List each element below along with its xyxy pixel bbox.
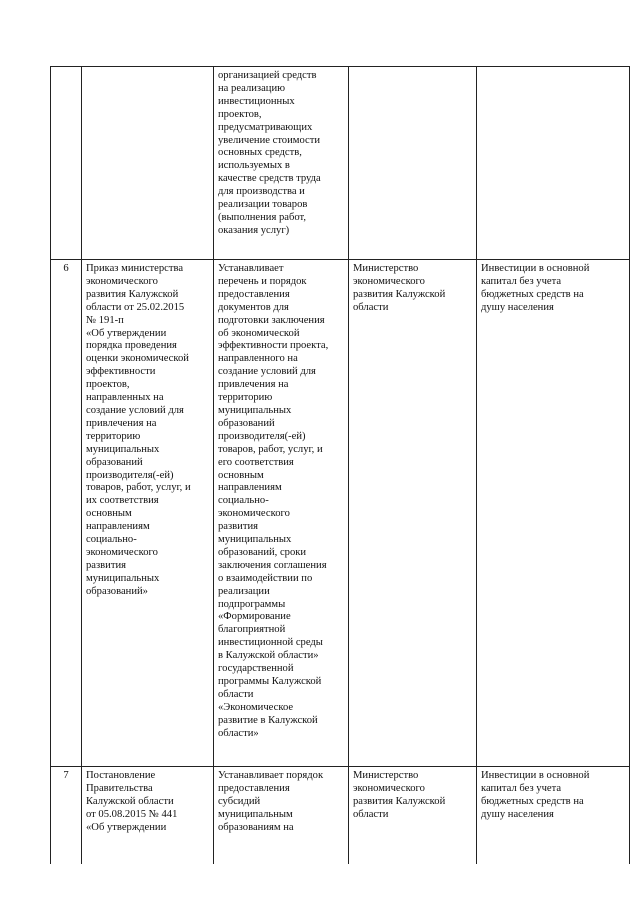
indicator-cell: Инвестиции в основной капитал без учета бюджетных средств на душу населения: [477, 767, 630, 865]
indicator-cell: [477, 67, 630, 260]
executor-cell: [349, 67, 477, 260]
indicator-cell: Инвестиции в основной капитал без учета бюджетных средств на душу населения: [477, 260, 630, 767]
executor-cell: Министерство экономического развития Калужской области: [349, 260, 477, 767]
executor-cell: Министерство экономического развития Калужской области: [349, 767, 477, 865]
document-cell: [82, 67, 214, 260]
document-cell: Постановление Правительства Калужской области от 05.08.2015 № 441 «Об утверждении: [82, 767, 214, 865]
row-number-cell: 6: [51, 260, 82, 767]
row-number-cell: [51, 67, 82, 260]
table-row: [51, 767, 630, 865]
description-cell: Устанавливает порядок предоставления субсидий муниципальным образованиям на: [214, 767, 349, 865]
table-row: [51, 67, 630, 260]
regulations-table: [50, 66, 630, 864]
document-cell: Приказ министерства экономического развития Калужской области от 25.02.2015 № 191-п «Об утверждении порядка проведения оценки экономической эффективности проектов, направленных на создание условий для привлечения на территорию муниципальных образований производителя(-ей) товаров, работ, услуг, и их соответствия основным направлениям социально- экономического развития муниципальных образований»: [82, 260, 214, 767]
description-cell: организацией средств на реализацию инвестиционных проектов, предусматривающих увеличение стоимости основных средств, используемых в качестве средств труда для производства и реализации товаров (выполнения работ, оказания услуг): [214, 67, 349, 260]
description-cell: Устанавливает перечень и порядок предоставления документов для подготовки заключения об экономической эффективности проекта, направленного на создание условий для привлечения на территорию муниципальных образований производителя(-ей) товаров, работ, услуг, и его соответствия основным направлениям социально- экономического развития муниципальных образований, сроки заключения соглашения о взаимодействии по реализации подпрограммы «Формирование благоприятной инвестиционной среды в Калужской области» государственной программы Калужской области «Экономическое развитие в Калужской области»: [214, 260, 349, 767]
row-number-cell: 7: [51, 767, 82, 865]
table-row: [51, 260, 630, 767]
